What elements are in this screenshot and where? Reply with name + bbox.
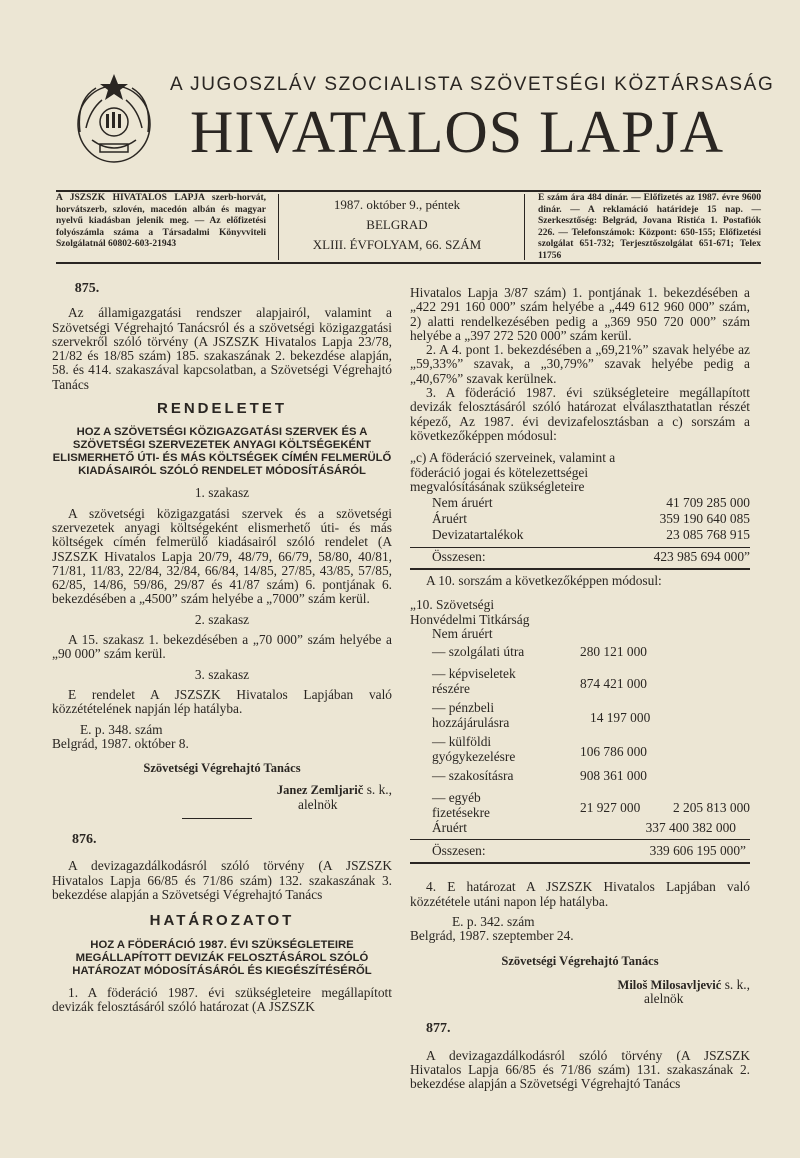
table-row: — szakosításra 908 361 000 [432, 768, 647, 784]
table-row: — egyéb fizetésekre 21 927 000 2 205 813 000 [432, 790, 750, 820]
table-c-total: Összesen: 423 985 694 000” [410, 547, 750, 566]
article-3-text: E rendelet A JSZSZK Hivatalos Lapjában való közzétételének napján lép hatályba. [52, 686, 392, 717]
right-column [410, 286, 750, 1092]
issue-volume: XLIII. ÉVFOLYAM, 66. SZÁM [312, 237, 482, 252]
table-row: — pénzbeli hozzájárulásra 14 197 000 [432, 700, 651, 730]
separator [182, 818, 252, 819]
decision-point-1: 1. A föderáció 1987. évi szükségleteire megállapított devizák felosztásáról szóló határozat (A JSZSZK [52, 984, 392, 1014]
issue-city: BELGRAD [366, 217, 428, 232]
heading-hatarozatot: HATÁROZATOT [149, 912, 295, 930]
table-row: Devizatartalékok 23 085 768 915 [432, 527, 750, 543]
section-number-875: 875. [74, 281, 100, 296]
table-row: Nem áruért 41 709 285 000 [432, 495, 750, 511]
reference-number: E. p. 342. szám [452, 913, 535, 929]
article-1-heading: 1. szakasz [194, 485, 250, 501]
regulation-title: HOZ A SZÖVETSÉGI KÖZIGAZGATÁSI SZERVEK ÉS A SZÖVETSÉGI SZERVEZETEK ANYAGI KÖLTSÉGEKÉNT ELISMERHETŐ ÚTI- ÉS MÁS KÖLTSÉGEK CÍMÉN FELMERÜLŐ KIADÁSAIRÓL SZÓLÓ RENDELET MÓDOSÍTÁSÁRÓL [52, 426, 392, 478]
table-row: — külföldi gyógykezelésre 106 786 000 [432, 734, 647, 764]
table-10 [410, 644, 750, 820]
decision-title: HOZ A FÖDERÁCIÓ 1987. ÉVI SZÜKSÉGLETEIRE MEGÁLLAPÍTOTT DEVIZÁK FELOSZTÁSÁROL SZÓLÓ HATÁROZAT MÓDOSÍTÁSÁRÓL ÉS KIEGÉSZÍTÉSÉRŐL [72, 938, 372, 977]
separator [410, 568, 750, 570]
signature [52, 783, 392, 797]
place-date: Belgrád, 1987. október 8. [52, 735, 189, 751]
state-emblem-icon [66, 70, 162, 170]
point-4: 4. E határozat A JSZSZK Hivatalos Lapjában való közzététele utáni napon lép hatályba. [410, 879, 750, 909]
signer-name: Janez Zemljarič [276, 783, 364, 798]
article-2-text: A 15. szakasz 1. bekezdésében a „70 000” szám helyébe a „90 000” szám kerül. [52, 632, 392, 662]
table-row: Áruért 359 190 640 085 [432, 511, 750, 527]
place-date: Belgrád, 1987. szeptember 24. [410, 928, 574, 944]
masthead-rule-bottom [56, 262, 761, 264]
country-name: A JUGOSZLÁV SZOCIALISTA SZÖVETSÉGI KÖZTÁRSASÁG [170, 74, 775, 95]
issuing-body: Szövetségi Végrehajtó Tanács [501, 953, 659, 968]
point-3: 3. A föderáció 1987. évi szükségleteire megállapított devizák felosztásáról szóló határozat elválaszthatatlan részét képező, Az 1987. évi devizafelosztásban a c) sorszám a következőképpen módosul: [410, 385, 750, 443]
article-1-text: A szövetségi közigazgatási szervek és a szövetségi szervezetek anyagi költségeként elismerhető úti- és más költségek címén felmerülő kiadásairól szóló rendelet (A JSZSZK Hivatalos Lapja 20/79, 48/79, 66/79, 58/80, 40/81, 71/81, 11/83, 22/84, 32/84, 66/84, 14/85, 27/85, 43/85, 57/85, 62/85, 14/86, 59/86, 29/87 és 41/87 szám) 6. pontjának 6. bekezdésében a „4500” szám helyébe a „7000” szám kerül. [52, 505, 392, 607]
paragraph-877-preamble: A devizagazdálkodásról szóló törvény (A JSZSZK Hivatalos Lapja 66/85 és 71/86 szám) 131. szakaszának 2. bekezdése alapján a Szövetségi Végrehajtó Tanács [410, 1047, 750, 1092]
table-10-aruert: Áruért 337 400 382 000 [432, 820, 736, 836]
table-10-total: Összesen: 339 606 195 000” [432, 843, 746, 859]
table-row: — képviseletek részére 874 421 000 [432, 666, 647, 696]
signer-suffix: s. k., [724, 976, 750, 992]
point-10-intro: A 10. sorszám a következőképpen módosul: [426, 573, 662, 589]
paragraph-876-preamble: A devizagazdálkodásról szóló törvény (A JSZSZK Hivatalos Lapja 66/85 és 71/86 szám) 132. szakaszának 3. bekezdése alapján a Szövetségi Végrehajtó Tanács [52, 858, 392, 902]
signer-suffix: s. k., [366, 782, 392, 798]
separator [410, 839, 750, 840]
signer-name: Miloš Milosavljević [617, 977, 722, 992]
issuing-body: Szövetségi Végrehajtó Tanács [143, 761, 301, 776]
table-10-heading: „10. Szövetségi Honvédelmi Titkárság [410, 597, 530, 627]
masthead-rule-top [56, 190, 761, 192]
left-column [52, 282, 392, 1014]
table-c [410, 496, 750, 544]
table-c-heading: „c) A föderáció szerveinek, valamint a föderáció jogai és kötelezettségei megvalósításának szükségleteire [410, 450, 616, 494]
article-2-heading: 2. szakasz [194, 611, 250, 627]
issue-date: 1987. október 9., péntek [333, 197, 461, 212]
divider [524, 194, 525, 260]
heading-rendeletet: RENDELETET [156, 400, 287, 418]
masthead-right-info: E szám ára 484 dinár. — Előfizetés az 1987. évre 9600 dinár. — A reklamáció határideje 15 nap. — Szerkesztőség: Belgrád, Jovana Ristića 1. Postafiók 226. — Telefonszámok: Központ: 650-155; Előfizetési szolgálat 651-732; Terjesztőszolgálat 651-671; Telex 11756 [538, 193, 761, 261]
paragraph-875-preamble: Az államigazgatási rendszer alapjairól, valamint a Szövetségi Végrehajtó Tanácsról és a szövetségi közigazgatási szervekről szóló törvény (A JSZSZK Hivatalos Lapja 23/78, 21/82 és 18/85 szám) 185. szakaszának 2. bekezdése alapján, 58. és 414. szakaszával kapcsolatban, a Szövetségi Végrehajtó Tanács [52, 305, 392, 392]
reference-number: E. p. 348. szám [80, 721, 163, 737]
article-3-heading: 3. szakasz [194, 666, 250, 682]
table-row: — szolgálati útra 280 121 000 [432, 644, 647, 660]
masthead-center [282, 196, 512, 254]
table-10-subheading: Nem áruért [432, 626, 493, 642]
signer-role: alelnök [298, 796, 338, 812]
section-number-876: 876. [72, 832, 97, 848]
divider [278, 194, 279, 260]
separator [410, 862, 750, 864]
masthead-title: HIVATALOS LAPJA [190, 99, 725, 165]
signer-role: alelnök [644, 991, 684, 1007]
masthead-left-info: A JSZSZK HIVATALOS LAPJA szerb-horvát, horvátszerb, szlovén, macedón albán és magyar nyelvű kiadásban jelenik meg. — Az előfizetési folyószámla száma a Társadalmi Könyvviteli Szolgálatnál 60802-603-21943 [56, 193, 266, 249]
section-number-877: 877. [426, 1021, 451, 1037]
signature [410, 978, 750, 992]
table-10-subtotal: 2 205 813 000 [673, 800, 750, 816]
point-1-continuation: Hivatalos Lapja 3/87 szám) 1. pontjának 1. bekezdésében a „422 291 160 000” szám helyébe a „449 612 960 000” szám, 2) alatti rendelkezésében pedig a „369 950 720 000” szám helyébe a „397 272 520 000” szám kerül. [410, 285, 750, 343]
point-2: 2. A 4. pont 1. bekezdésében a „69,21%” szavak helyébe az „59,33%” szavak, a „30,79%” szavak helyébe pedig a „40,67%” szavak kerülnek. [410, 342, 750, 386]
